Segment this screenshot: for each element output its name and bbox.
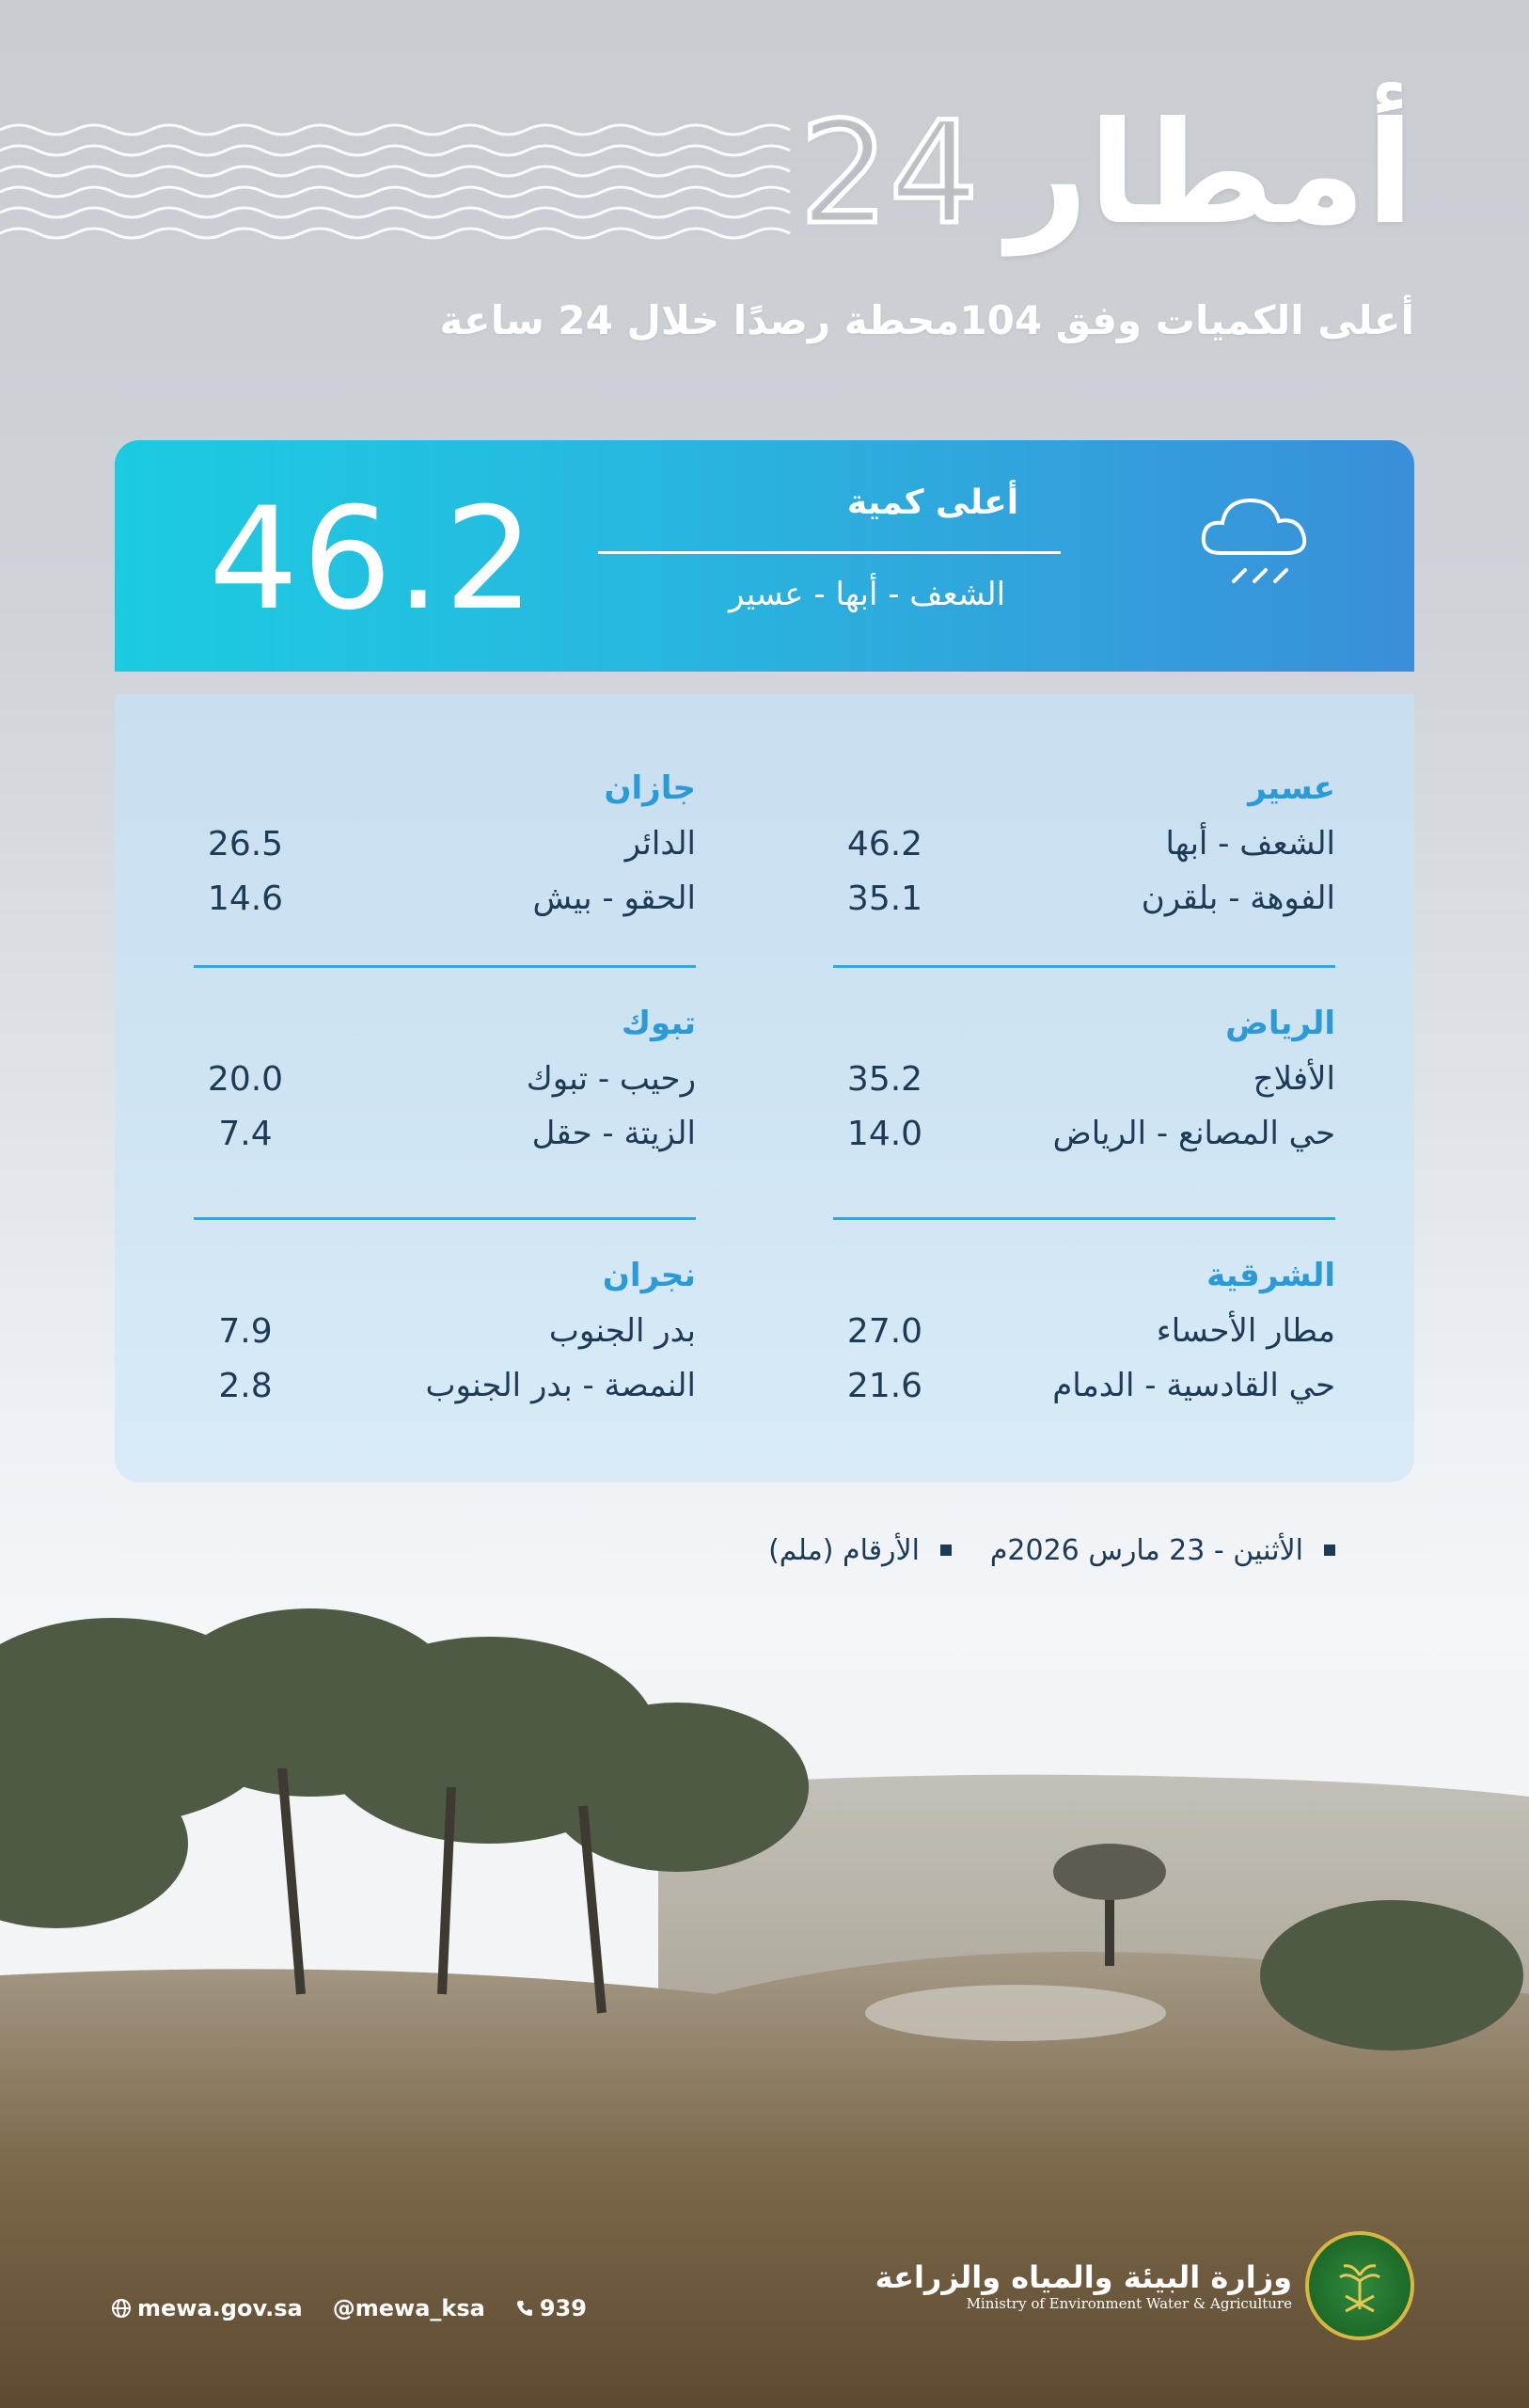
region-jazan	[194, 769, 696, 926]
table-row	[194, 1304, 696, 1358]
globe-icon	[111, 2298, 132, 2319]
rain-value: 35.2	[846, 1059, 923, 1099]
rain-value: 7.9	[218, 1311, 273, 1351]
table-row	[833, 871, 1335, 926]
region-tabuk	[194, 1005, 696, 1161]
region-eastern	[833, 1257, 1335, 1413]
divider	[833, 1217, 1335, 1220]
date-note	[990, 1531, 1335, 1569]
rain-value: 2.8	[218, 1366, 273, 1405]
table-row	[194, 1358, 696, 1413]
phone-icon	[515, 2299, 534, 2318]
bullet-square-icon	[1324, 1545, 1335, 1556]
station-name: رحيب - تبوك	[526, 1060, 696, 1098]
table-row	[833, 1106, 1335, 1161]
website-text: mewa.gov.sa	[137, 2295, 303, 2321]
title-number: 24	[799, 92, 979, 256]
region-name: عسير	[1248, 769, 1335, 807]
date-text: الأثنين - 23 مارس 2026م	[989, 1533, 1303, 1567]
decorative-waves	[0, 120, 799, 252]
table-row	[833, 1052, 1335, 1106]
station-name: النمصة - بدر الجنوب	[425, 1367, 696, 1404]
phone-link[interactable]	[515, 2295, 587, 2321]
region-asir	[833, 769, 1335, 926]
rain-value: 26.5	[207, 824, 284, 863]
page-title	[799, 94, 1414, 254]
table-row	[194, 1052, 696, 1106]
region-name: الشرقية	[1206, 1257, 1335, 1294]
region-riyadh	[833, 1005, 1335, 1161]
region-name: تبوك	[621, 1005, 696, 1042]
highest-amount-value: 46.2	[209, 478, 538, 642]
station-name: بدر الجنوب	[548, 1312, 696, 1350]
rain-value: 14.6	[207, 879, 284, 918]
contact-bar	[111, 2295, 587, 2321]
ministry-name-ar: وزارة البيئة والمياه والزراعة	[875, 2259, 1292, 2295]
station-name: الشعف - أبها	[1165, 825, 1335, 863]
station-name: الدائر	[624, 825, 696, 863]
station-name: الفوهة - بلقرن	[1141, 879, 1335, 917]
rain-value: 27.0	[846, 1311, 923, 1351]
phone-text: 939	[539, 2295, 587, 2321]
station-name: حي المصانع - الرياض	[1052, 1115, 1335, 1152]
ministry-logo	[875, 2231, 1414, 2340]
station-name: مطار الأحساء	[1156, 1312, 1335, 1350]
divider	[833, 965, 1335, 968]
rain-value: 14.0	[846, 1114, 923, 1153]
ministry-name-en: Ministry of Environment Water & Agriculture	[966, 2295, 1292, 2312]
units-note	[768, 1531, 952, 1569]
table-row	[833, 1358, 1335, 1413]
ministry-seal-icon	[1305, 2231, 1414, 2340]
rain-value: 35.1	[846, 879, 923, 918]
station-name: الحقو - بيش	[532, 879, 696, 917]
highest-amount-card	[115, 440, 1414, 672]
station-name: الزيتة - حقل	[531, 1115, 696, 1152]
table-row	[194, 871, 696, 926]
region-najran	[194, 1257, 696, 1413]
table-row	[833, 1304, 1335, 1358]
title-word: أمطار	[1006, 92, 1414, 256]
rain-cloud-icon	[1192, 487, 1324, 610]
handle-text: @mewa_ksa	[332, 2295, 485, 2321]
station-name: الأفلاج	[1253, 1060, 1335, 1098]
units-text: الأرقام (ملم)	[768, 1533, 920, 1567]
table-row	[833, 816, 1335, 871]
region-name: جازان	[604, 769, 696, 807]
page-subtitle: أعلى الكميات وفق 104محطة رصدًا خلال 24 ساعة	[439, 297, 1414, 343]
region-name: الرياض	[1225, 1005, 1335, 1042]
table-row	[194, 1106, 696, 1161]
highest-amount-location: الشعف - أبها - عسير	[728, 576, 1006, 613]
social-handle[interactable]	[333, 2295, 485, 2321]
highest-amount-label: أعلى كمية	[846, 483, 1019, 522]
table-row	[194, 816, 696, 871]
rain-value: 20.0	[207, 1059, 284, 1099]
rain-value: 46.2	[846, 824, 923, 863]
highest-amount-divider	[598, 551, 1061, 554]
regions-table	[115, 694, 1414, 1482]
station-name: حي القادسية - الدمام	[1052, 1367, 1335, 1404]
divider	[194, 1217, 696, 1220]
region-name: نجران	[602, 1257, 696, 1294]
website-link[interactable]	[111, 2295, 303, 2321]
divider	[194, 965, 696, 968]
bullet-square-icon	[940, 1545, 952, 1556]
rain-value: 21.6	[846, 1366, 923, 1405]
rain-value: 7.4	[218, 1114, 273, 1153]
